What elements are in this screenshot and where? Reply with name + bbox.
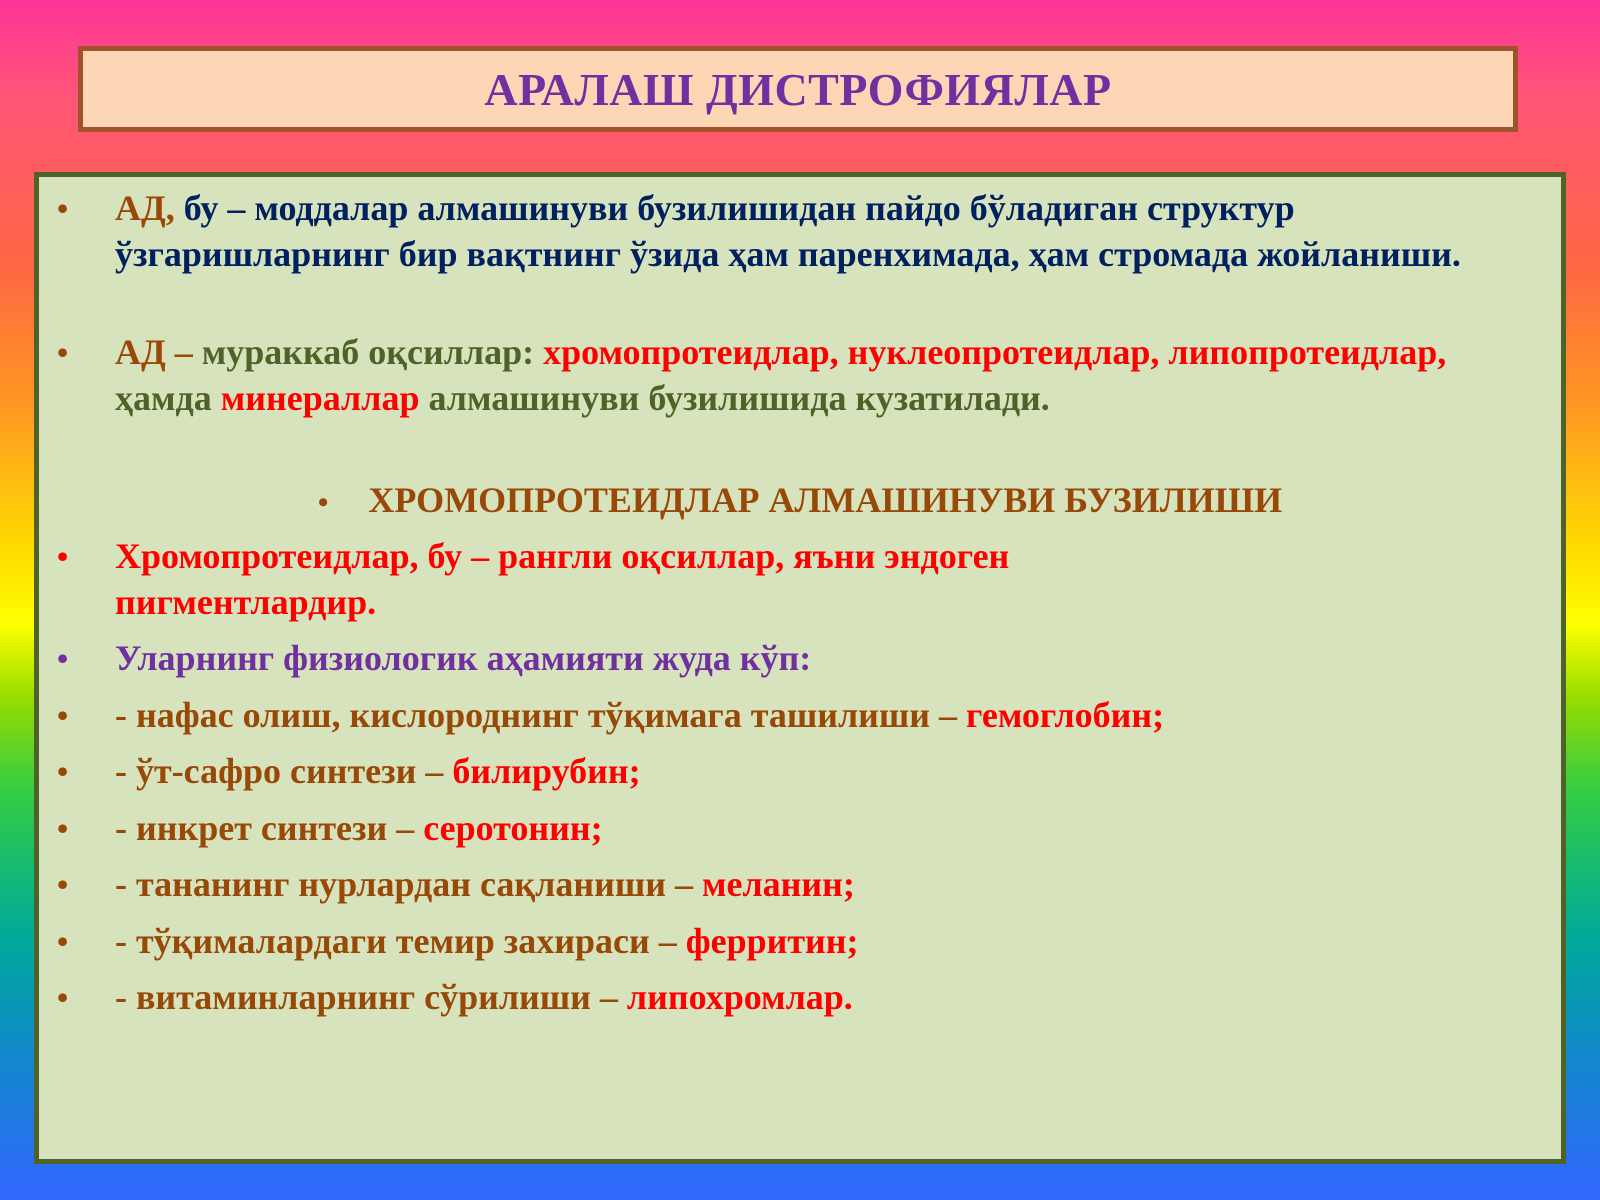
- pigment-name: гемоглобин;: [966, 695, 1165, 735]
- bullet-icon: •: [57, 538, 69, 574]
- function-text: - ўт-сафро синтези –: [115, 751, 453, 791]
- list-item-importance: [57, 635, 1547, 681]
- list-item-function: [57, 692, 1547, 738]
- bullet-icon: •: [57, 753, 69, 789]
- section-heading-text: ХРОМОПРОТЕИДЛАР АЛМАШИНУВИ БУЗИЛИШИ: [368, 480, 1283, 520]
- list-item-ad-proteins: [57, 329, 1547, 421]
- function-text: - инкрет синтези –: [115, 808, 424, 848]
- item-text: алмашинуви бузилишида кузатилади.: [419, 378, 1050, 418]
- item-text: мураккаб оқсиллар:: [192, 332, 544, 372]
- ad-abbrev: АД,: [115, 188, 175, 228]
- bullet-icon: •: [57, 190, 69, 226]
- list-item-function: [57, 918, 1547, 964]
- bullet-icon: •: [57, 923, 69, 959]
- list-item-function: [57, 974, 1547, 1020]
- chromoproteins-text: Хромопротеидлар, бу – рангли оқсиллар, яъни эндоген пигментлардир.: [115, 536, 1010, 622]
- list-item-function: [57, 748, 1547, 794]
- bullet-icon: •: [57, 810, 69, 846]
- title-banner: [78, 46, 1518, 132]
- item-text: ҳамда: [115, 378, 221, 418]
- pigment-name: липохромлар.: [626, 977, 853, 1017]
- function-text: - витаминларнинг сўрилиши –: [115, 977, 627, 1017]
- highlight-text: минераллар: [220, 378, 420, 418]
- bullet-icon: •: [317, 486, 329, 519]
- content-panel: [34, 172, 1566, 1164]
- list-item-ad-definition: [57, 185, 1547, 277]
- pigment-name: ферритин;: [685, 921, 859, 961]
- list-item-function: [57, 805, 1547, 851]
- pigment-name: серотонин;: [423, 808, 603, 848]
- ad-abbrev: АД –: [115, 332, 193, 372]
- pigment-name: меланин;: [701, 864, 855, 904]
- pigment-name: билирубин;: [452, 751, 641, 791]
- section-heading: [39, 477, 1561, 526]
- bullet-icon: •: [57, 979, 69, 1015]
- bullet-icon: •: [57, 866, 69, 902]
- list-item-chromoproteins: [57, 533, 1261, 625]
- bullet-icon: •: [57, 640, 69, 676]
- list-item-function: [57, 861, 1547, 907]
- bullet-icon: •: [57, 334, 69, 370]
- function-text: - нафас олиш, кислороднинг тўқимага ташилиши –: [115, 695, 967, 735]
- ad-definition-text: бу – моддалар алмашинуви бузилишидан пайдо бўладиган структур ўзгаришларнинг бир вақтнинг ўзида ҳам паренхимада, ҳам стромада жойланиши.: [115, 188, 1461, 274]
- highlight-text: хромопротеидлар, нуклеопротеидлар, липопротеидлар,: [543, 332, 1447, 372]
- importance-text: Уларнинг физиологик аҳамияти жуда кўп:: [115, 638, 812, 678]
- slide-title: АРАЛАШ ДИСТРОФИЯЛАР: [484, 63, 1112, 115]
- function-text: - тананинг нурлардан сақланиши –: [115, 864, 702, 904]
- function-text: - тўқималардаги темир захираси –: [115, 921, 686, 961]
- bullet-icon: •: [57, 697, 69, 733]
